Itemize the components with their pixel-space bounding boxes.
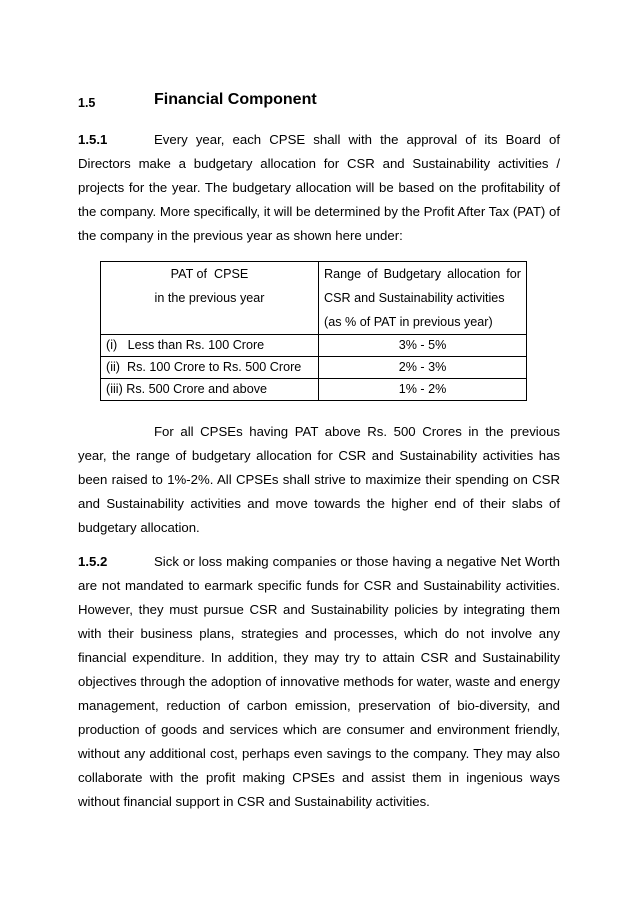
paragraph-text: Sick or loss making companies or those having a negative Net Worth are not mandated to earmark specific funds for CSR and Sustainability activities. However, they must pursue CSR and Sustainability policies by integrating them with their business plans, strategies and processes, which do not involve any financial expenditure. In addition, they may try to attain CSR and Sustainability objectives through the adoption of innovative methods for water, waste and energy management, reduction of carbon emission, preservation of bio-diversity, and production of goods and services which are consumer and environment friendly, without any additional cost, perhaps even savings to the company. They may also collaborate with the profit making CPSEs and assist them in ingenious ways without financial support in CSR and Sustainability activities. — [78, 554, 560, 809]
paragraph-pat-above-500 — [78, 420, 560, 540]
paragraph-1-5-2 — [78, 550, 560, 814]
header-pat-line1: PAT of CPSE — [170, 267, 249, 281]
header-range-line3: (as % of PAT in previous year) — [324, 315, 493, 329]
table-row — [101, 357, 527, 379]
header-range-line1: Range of Budgetary allocation for — [324, 267, 521, 281]
table-row — [101, 335, 527, 357]
header-pat — [101, 262, 319, 335]
section-number: 1.5 — [78, 96, 96, 110]
table-row — [101, 379, 527, 401]
pat-cell: (iii) Rs. 500 Crore and above — [101, 379, 319, 401]
paragraph-text: Every year, each CPSE shall with the approval of its Board of Directors make a budgetary allocation for CSR and Sustainability activities / projects for the year. The budgetary allocation will be based on the profitability of the company. More specifically, it will be determined by the Profit After Tax (PAT) of the company in the previous year as shown here under: — [78, 132, 560, 243]
header-range-line2: CSR and Sustainability activities — [324, 291, 505, 305]
header-range — [319, 262, 527, 335]
pat-cell: (ii) Rs. 100 Crore to Rs. 500 Crore — [101, 357, 319, 379]
paragraph-text: For all CPSEs having PAT above Rs. 500 Crores in the previous year, the range of budgetary allocation for CSR and Sustainability activities has been raised to 1%-2%. All CPSEs shall strive to maximize their spending on CSR and Sustainability activities and move towards the higher end of their slabs of budgetary allocation. — [78, 424, 560, 535]
table-header-row — [101, 262, 527, 335]
range-cell: 3% - 5% — [319, 335, 527, 357]
header-pat-line2: in the previous year — [154, 291, 265, 305]
section-title: Financial Component — [154, 91, 317, 108]
paragraph-1-5-1 — [78, 128, 560, 248]
paragraph-number: 1.5.1 — [78, 132, 108, 147]
paragraph-number: 1.5.2 — [78, 554, 108, 569]
section-heading — [78, 90, 560, 114]
budget-allocation-table — [100, 261, 527, 401]
range-cell: 2% - 3% — [319, 357, 527, 379]
pat-cell: (i) Less than Rs. 100 Crore — [101, 335, 319, 357]
range-cell: 1% - 2% — [319, 379, 527, 401]
